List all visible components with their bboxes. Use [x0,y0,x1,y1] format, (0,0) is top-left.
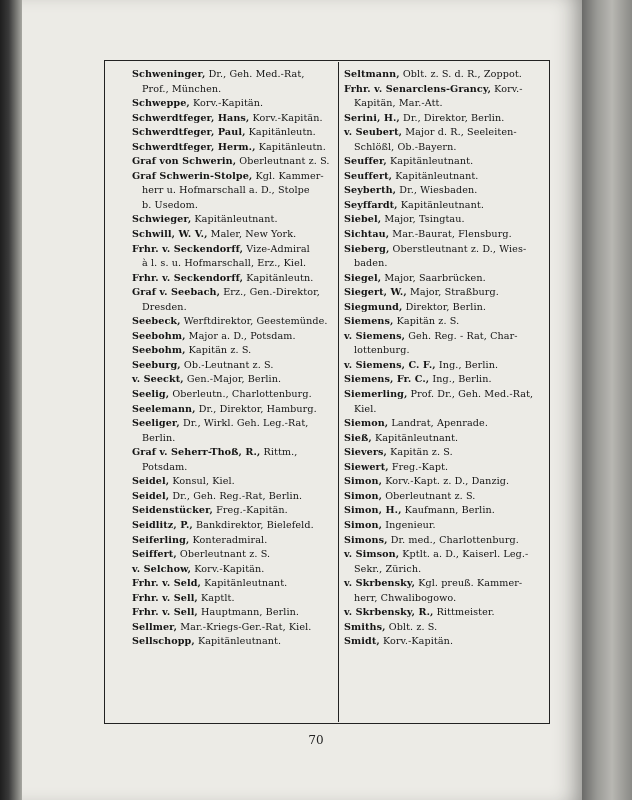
entry-name: Serini, H., [344,112,400,124]
entry-details: Freg.-Kapitän. [212,505,288,517]
left-column [132,68,332,650]
entry-name: Graf v. Seebach, [132,287,221,299]
entry-details: Kapitän z. S. [386,447,453,459]
entry-name: Sieberg, [344,243,390,255]
directory-entry [344,519,544,534]
directory-entry [132,592,332,607]
entry-details: Mar.-Kriegs-Ger.-Rat, Kiel. [177,621,312,633]
directory-entry [344,548,544,577]
entry-name: Schweninger, [132,69,206,80]
entry-details: Hauptmann, Berlin. [197,607,300,619]
entry-details: Kapitänleutnant. [200,578,288,590]
entry-details: Dr., Wiesbaden. [396,185,478,197]
entry-name: Siebel, [344,214,382,226]
directory-entry [344,228,544,243]
entry-name: Siemon, [344,418,389,430]
entry-details: Dr., Direktor, Hamburg. [195,403,317,415]
entry-details: Dr., Direktor, Berlin. [399,112,505,124]
entry-continuation: b. Usedom. [142,199,198,211]
entry-details: Dr. med., Charlottenburg. [387,534,519,546]
entry-name: Seltmann, [344,69,400,80]
entry-details: Major a. D., Potsdam. [185,330,296,342]
directory-entry [344,126,544,155]
directory-entry [344,577,544,606]
entry-name: Siemens, [344,316,394,328]
entry-continuation: lottenburg. [354,345,410,357]
right-column [344,68,544,650]
directory-entry [132,403,332,418]
entry-details: Kapitänleutnant. [392,170,479,182]
directory-entry [132,272,332,287]
entry-details: Prof. Dr., Geh. Med.-Rat, [407,389,534,401]
entry-name: v. Seubert, [344,127,403,139]
entry-continuation: Berlin. [142,432,176,444]
directory-entry [132,417,332,446]
entry-details: Korv.-Kapitän. [191,563,265,575]
directory-entry [132,519,332,534]
directory-entry [344,388,544,417]
entry-details: Vize-Admiral [243,243,310,255]
entry-details: Major, Tsingtau. [381,214,465,226]
entry-name: Schwill, W. V., [132,229,208,241]
directory-entry [344,432,544,447]
entry-name: Smiths, [344,621,386,633]
directory-entry [132,286,332,315]
entry-name: Seuffert, [344,170,393,182]
entry-name: v. Skrbensky, R., [344,607,434,619]
entry-name: Siemens, Fr. C., [344,374,430,386]
entry-details: Dr., Geh. Med.-Rat, [205,69,305,80]
directory-entry [132,155,332,170]
directory-entry [344,606,544,621]
directory-entry [132,548,332,563]
entry-name: Seidenstücker, [132,505,213,517]
directory-entry [344,155,544,170]
entry-details: Direktor, Berlin. [402,301,487,313]
entry-details: Ob.-Leutnant z. S. [180,359,274,371]
entry-continuation: à l. s. u. Hofmarschall, Erz., Kiel. [142,258,307,270]
directory-entry [132,344,332,359]
entry-name: Frhr. v. Sell, [132,592,198,604]
entry-name: Simon, [344,519,383,531]
directory-entry [132,112,332,127]
entry-name: Sichtau, [344,229,390,241]
directory-entry [344,112,544,127]
entry-name: Seebeck, [132,316,181,328]
adjacent-page-edge [582,0,632,800]
directory-entry [344,199,544,214]
directory-entry [132,141,332,156]
directory-entry [344,373,544,388]
entry-name: Simon, [344,476,383,488]
entry-details: Kapitänleutn. [255,141,326,153]
entry-name: Siemerling, [344,389,408,401]
directory-entry [132,315,332,330]
entry-details: Kapitän z. S. [185,345,252,357]
entry-details: Freg.-Kapt. [388,461,449,473]
page-number: 70 [308,733,324,747]
directory-entry [132,621,332,636]
book-spine [0,0,22,800]
directory-entry [132,577,332,592]
entry-name: Seeburg, [132,359,181,371]
entry-name: Graf v. Seherr-Thoß, R., [132,447,261,459]
entry-details: Kapitänleutnant. [194,636,282,648]
directory-entry [344,330,544,359]
entry-details: Major, Saarbrücken. [381,272,486,284]
directory-entry [344,184,544,199]
entry-name: v. Siemens, [344,330,406,342]
directory-entry [132,635,332,650]
entry-name: v. Skrbensky, [344,578,416,590]
directory-entry [132,563,332,578]
directory-entry [344,213,544,228]
entry-details: Konteradmiral. [189,534,268,546]
entry-details: Rittmeister. [433,607,495,619]
entry-name: Siegmund, [344,301,403,313]
directory-entry [132,388,332,403]
entry-details: Kapitän z. S. [393,316,460,328]
directory-entry [344,272,544,287]
directory-entry [132,97,332,112]
directory-entry [132,213,332,228]
entry-details: Kaptlt. [197,592,235,604]
entry-details: Kapitänleutnant. [191,214,278,226]
entry-details: Ingenieur. [382,519,436,531]
entry-details: Gen.-Major, Berlin. [183,374,282,386]
entry-name: Seuffer, [344,156,387,168]
directory-entry [132,446,332,475]
entry-name: Frhr. v. Senarclens-Grancy, [344,83,492,95]
directory-entry [344,446,544,461]
entry-name: Graf von Schwerin, [132,156,237,168]
directory-entry [132,534,332,549]
entry-name: Simons, [344,534,388,546]
directory-entry [344,635,544,650]
entry-name: Seyberth, [344,185,397,197]
directory-entry [132,330,332,345]
entry-name: Seeliger, [132,418,180,430]
directory-entry [344,490,544,505]
entry-details: Oberstleutnant z. D., Wies- [389,243,527,255]
directory-entry [132,359,332,374]
directory-entry [344,286,544,301]
entry-name: Schweppe, [132,98,190,110]
entry-continuation: Kiel. [354,403,377,415]
directory-entry [344,68,544,83]
entry-details: Korv.- [491,83,523,95]
entry-name: Sievers, [344,447,387,459]
entry-name: Graf Schwerin-Stolpe, [132,170,253,182]
entry-continuation: Sekr., Zürich. [354,563,422,575]
entry-continuation: Potsdam. [142,461,188,473]
directory-entry [132,126,332,141]
entry-name: Seiferling, [132,534,190,546]
entry-details: Geh. Reg. - Rat, Char- [405,330,518,342]
entry-details: Werftdirektor, Geestemünde. [180,316,328,328]
directory-entry [344,170,544,185]
entry-name: Sellmer, [132,621,178,633]
directory-entry [132,68,332,97]
entry-name: v. Seeckt, [132,374,184,386]
entry-name: v. Selchow, [132,563,192,575]
entry-continuation: Prof., München. [142,83,222,95]
directory-entry [344,504,544,519]
directory-entry [132,606,332,621]
entry-details: Erz., Gen.-Direktor, [220,287,320,299]
entry-details: Kapitänleutn. [245,127,316,139]
entry-details: Kaufmann, Berlin. [401,505,495,517]
entry-details: Kapitänleutn. [243,272,314,284]
directory-entry [344,461,544,476]
entry-continuation: Dresden. [142,301,187,313]
entry-name: Simon, H., [344,505,402,517]
directory-entry [344,621,544,636]
entry-name: Schwerdtfeger, Paul, [132,127,246,139]
entry-name: Seebohm, [132,330,186,342]
directory-entry [344,83,544,112]
entry-details: Oberleutnant z. S. [382,490,476,502]
entry-name: Sieß, [344,432,372,444]
entry-name: Siegel, [344,272,382,284]
column-divider [338,62,339,722]
directory-entry [132,243,332,272]
entry-name: Seelemann, [132,403,196,415]
entry-name: Seidel, [132,490,170,502]
entry-details: Korv.-Kapt. z. D., Danzig. [382,476,510,488]
entry-details: Oblt. z. S. d. R., Zoppot. [399,69,522,80]
entry-details: Ing., Berlin. [435,359,499,371]
entry-name: Schwerdtfeger, Hans, [132,112,250,124]
entry-name: Schwieger, [132,214,192,226]
entry-name: Sellschopp, [132,636,195,648]
entry-details: Dr., Wirkl. Geh. Leg.-Rat, [179,418,309,430]
directory-entry [132,373,332,388]
entry-details: Kptlt. a. D., Kaiserl. Leg.- [399,549,529,561]
entry-continuation: Kapitän, Mar.-Att. [354,98,443,110]
entry-details: Kapitänleutnant. [397,199,484,211]
directory-entry [344,315,544,330]
entry-details: Ing., Berlin. [429,374,492,386]
entry-details: Dr., Geh. Reg.-Rat, Berlin. [169,490,303,502]
entry-details: Kgl. preuß. Kammer- [415,578,523,590]
entry-name: Seidel, [132,476,170,488]
directory-entry [132,504,332,519]
entry-name: Siewert, [344,461,389,473]
entry-details: Konsul, Kiel. [169,476,235,488]
entry-details: Landrat, Apenrade. [388,418,488,430]
entry-name: Seiffert, [132,549,177,561]
entry-continuation: herr, Chwalibogowo. [354,592,457,604]
entry-continuation: Schlößl, Ob.-Bayern. [354,141,457,153]
entry-name: Frhr. v. Seckendorff, [132,272,244,284]
entry-name: Seebohm, [132,345,186,357]
entry-details: Kgl. Kammer- [252,170,324,182]
entry-name: v. Simson, [344,549,400,561]
entry-name: Frhr. v. Sell, [132,607,198,619]
entry-details: Oberleutnant z. S. [176,549,271,561]
entry-name: Siegert, W., [344,287,407,299]
entry-details: Kapitänleutnant. [386,156,474,168]
entry-name: Frhr. v. Seckendorff, [132,243,244,255]
entry-details: Bankdirektor, Bielefeld. [192,519,314,531]
entry-name: Seelig, [132,389,170,401]
directory-entry [344,417,544,432]
entry-details: Mar.-Baurat, Flensburg. [389,229,512,241]
entry-details: Oberleutn., Charlottenburg. [169,389,312,401]
entry-name: Seyffardt, [344,199,398,211]
entry-name: Simon, [344,490,383,502]
directory-entry [344,359,544,374]
entry-details: Korv.-Kapitän. [379,636,454,648]
entry-name: Schwerdtfeger, Herm., [132,141,256,153]
entry-details: Korv.-Kapitän. [189,98,264,110]
entry-details: Major, Straßburg. [406,287,499,299]
entry-details: Korv.-Kapitän. [249,112,323,124]
directory-entry [344,534,544,549]
entry-name: v. Siemens, C. F., [344,359,436,371]
entry-name: Smidt, [344,636,380,648]
entry-name: Frhr. v. Seld, [132,578,201,590]
directory-entry [344,475,544,490]
entry-continuation: baden. [354,258,388,270]
entry-continuation: herr u. Hofmarschall a. D., Stolpe [142,185,310,197]
directory-entry [132,490,332,505]
directory-entry [132,170,332,214]
directory-entry [344,243,544,272]
entry-details: Oblt. z. S. [385,621,438,633]
entry-details: Major d. R., Seeleiten- [402,127,517,139]
directory-entry [132,228,332,243]
entry-details: Rittm., [260,447,298,459]
entry-details: Oberleutnant z. S. [236,156,330,168]
directory-entry [344,301,544,316]
entry-details: Kapitänleutnant. [371,432,459,444]
entry-name: Seidlitz, P., [132,519,193,531]
directory-entry [132,475,332,490]
entry-details: Maler, New York. [207,229,297,241]
